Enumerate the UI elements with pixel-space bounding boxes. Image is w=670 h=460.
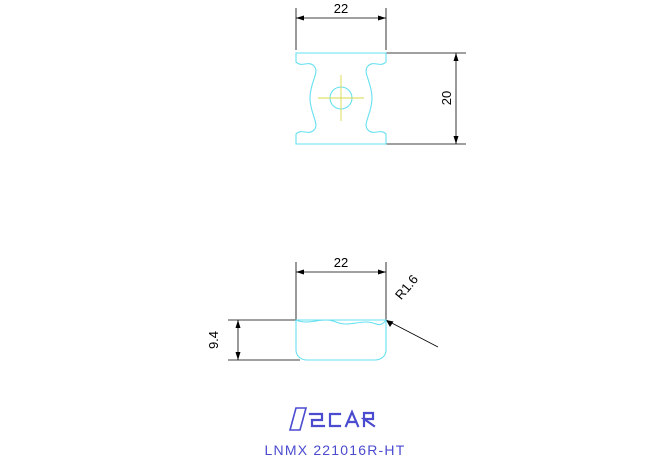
side-view-outline	[296, 320, 386, 360]
dimension-label-22-top: 22	[333, 1, 349, 16]
dimension-9-4	[206, 320, 300, 360]
dimension-label-22-side: 22	[333, 255, 349, 270]
top-view-group	[296, 1, 466, 144]
dimension-20-right	[386, 53, 466, 144]
dimension-22-side	[296, 255, 386, 320]
part-number-label: LNMX 221016R-HT	[264, 442, 406, 458]
dimension-r1-6	[386, 272, 438, 347]
dimension-label-20-right: 20	[439, 90, 454, 106]
center-hole	[318, 75, 364, 121]
dimension-label-9-4: 9.4	[206, 330, 221, 350]
dimension-22-top	[296, 1, 386, 50]
side-view-group	[206, 255, 438, 360]
iscar-logo	[290, 408, 374, 430]
dimension-label-r1-6: R1.6	[391, 271, 422, 303]
